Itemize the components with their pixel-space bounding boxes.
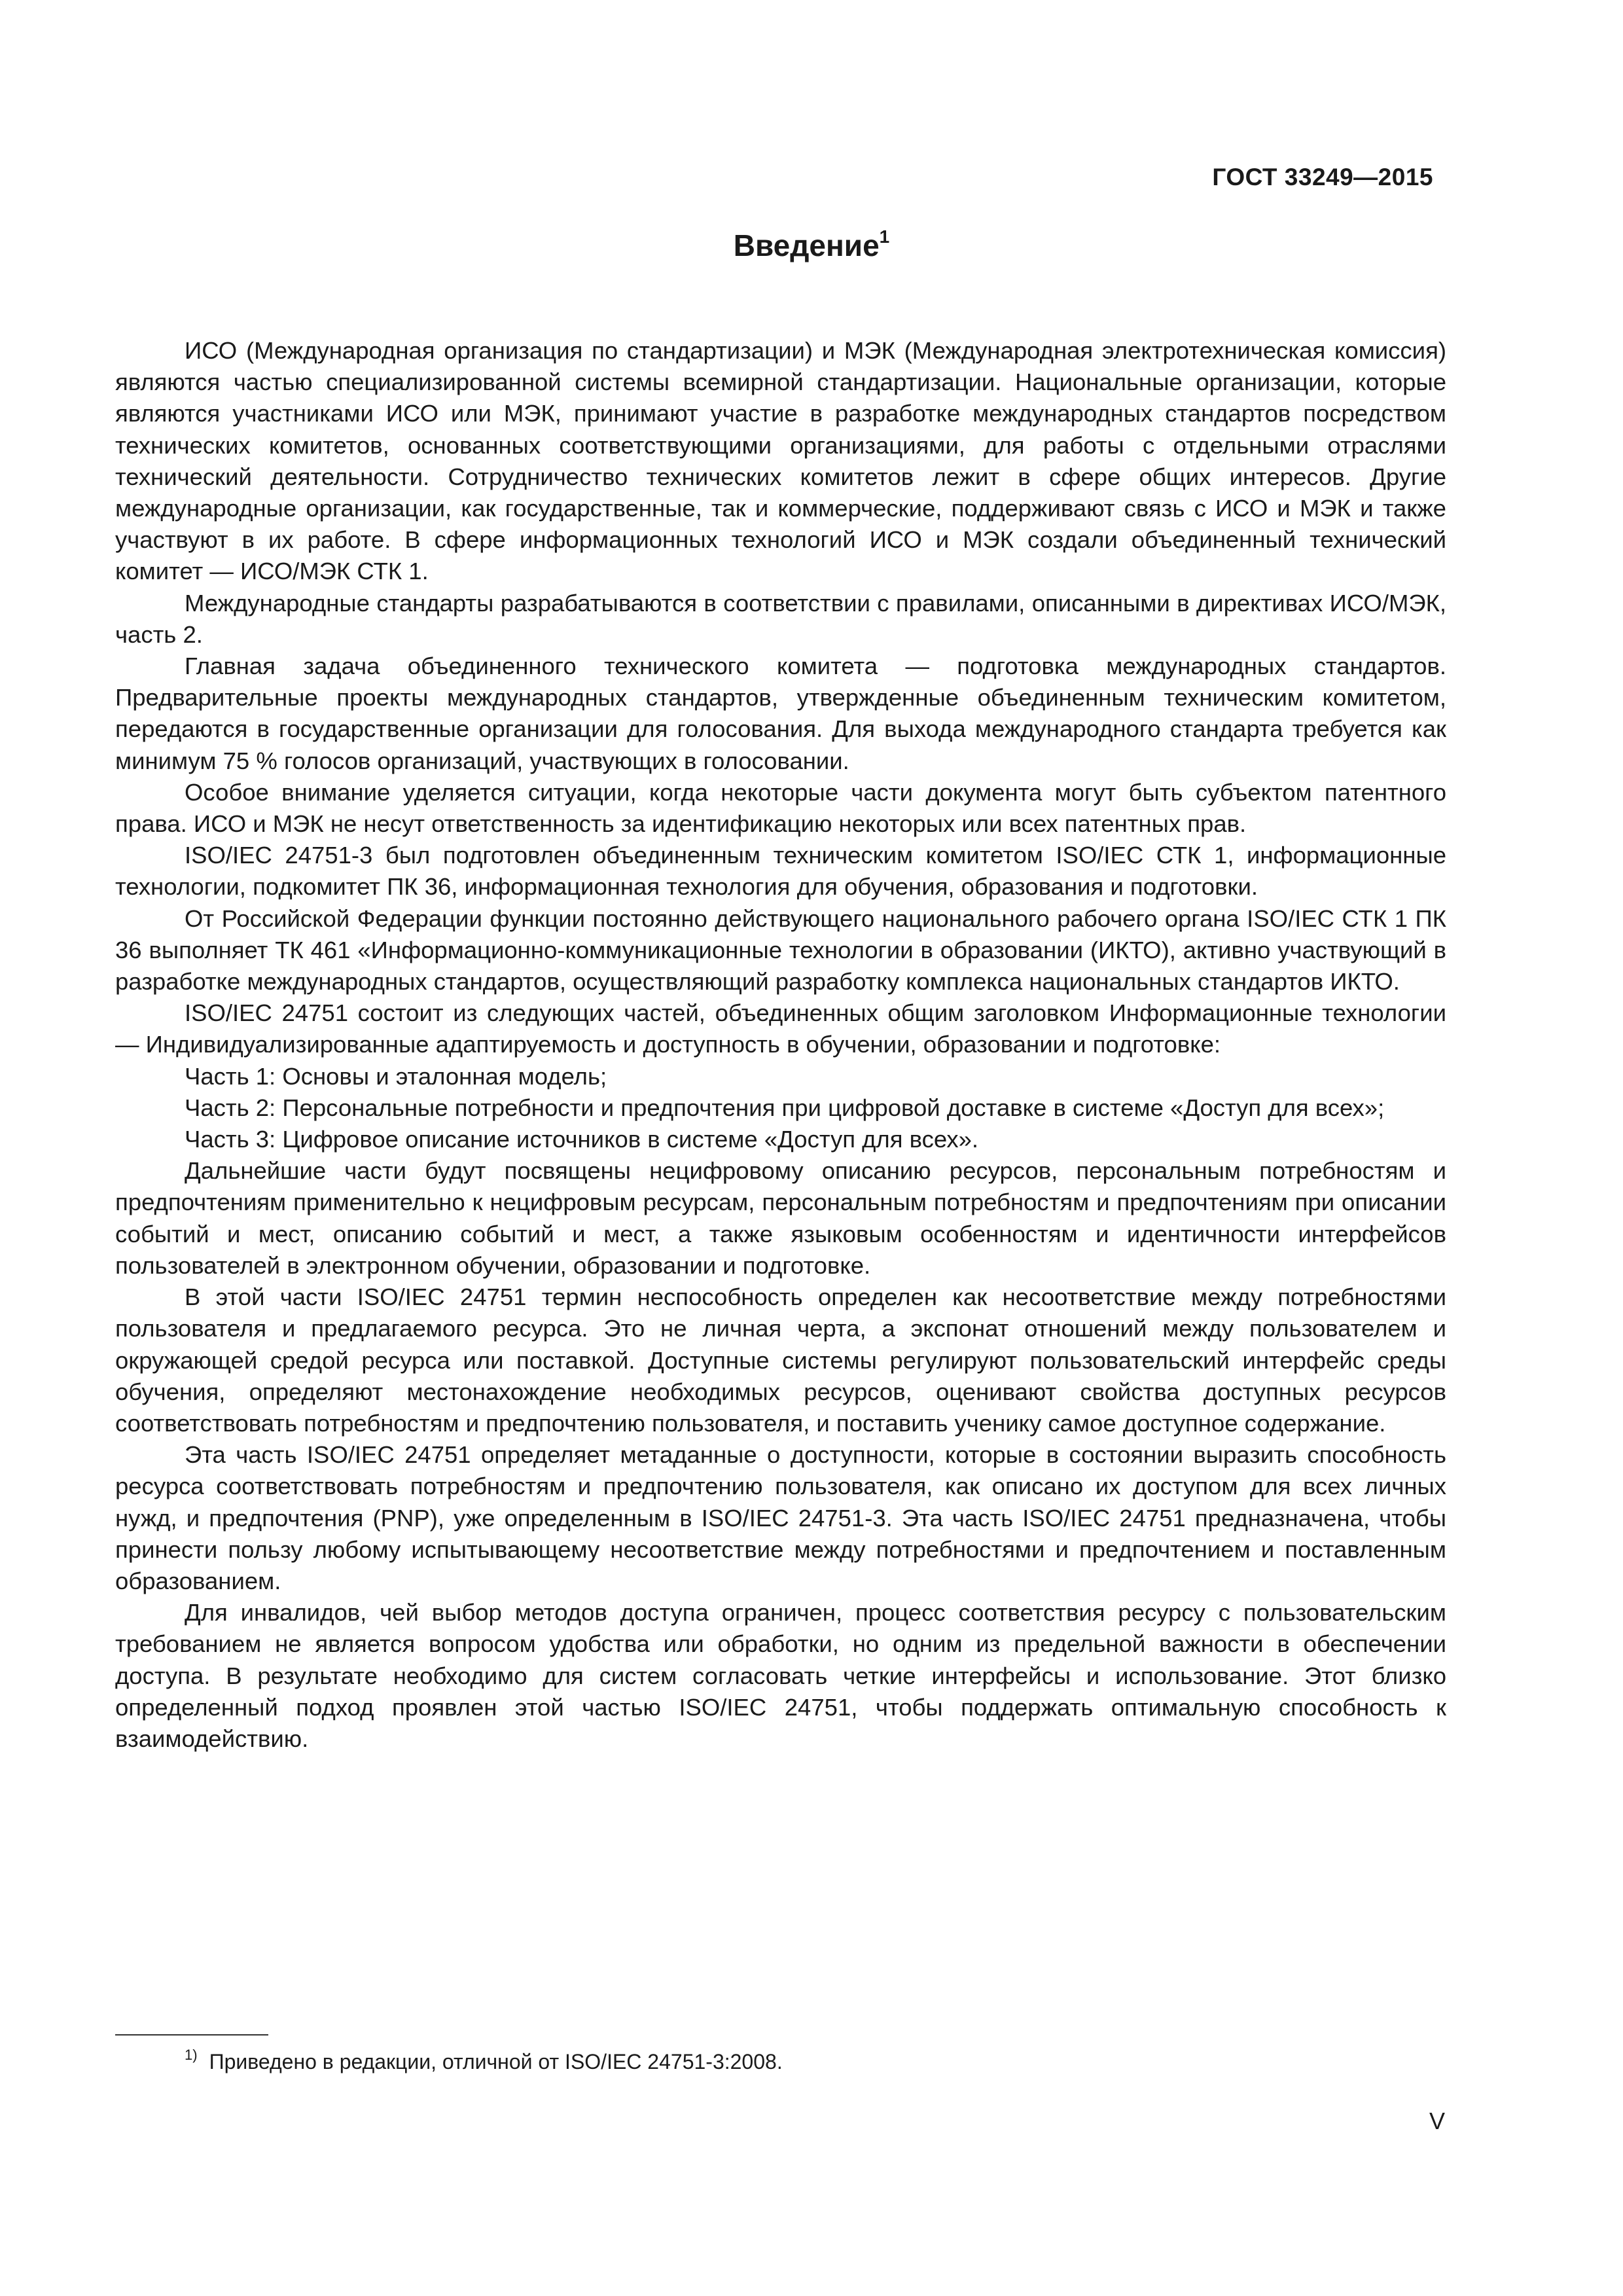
list-item-part-3: Часть 3: Цифровое описание источников в системе «Доступ для всех».: [185, 1126, 979, 1153]
document-code: ГОСТ 33249—2015: [1212, 164, 1433, 190]
paragraph: От Российской Федерации функции постоянно действующего национального рабочего органа ISO/IEC СТК 1 ПК 36 выполняет ТК 461 «Информационно-коммуникационные технологии в образовании (ИКТО), активно участвующий в разработке международных стандартов, осуществляющий разработку комплекса национальных стандартов ИКТО.: [115, 905, 1446, 996]
list-item-part-1: Часть 1: Основы и эталонная модель;: [185, 1062, 607, 1090]
section-title: [0, 228, 1623, 263]
footnote-text: Приведено в редакции, отличной от ISO/IEC 24751-3:2008.: [209, 2050, 783, 2073]
paragraph: ИСО (Международная организация по стандартизации) и МЭК (Международная электротехническая комиссия) являются частью специализированной системы всемирной стандартизации. Национальные организации, которые являются участниками ИСО или МЭК, принимают участие в разработке международных стандартов посредством технических комитетов, основанных соответствующими организациями, для работы с отдельными отраслями технический деятельности. Сотрудничество технических комитетов лежит в сфере общих интересов. Другие международные организации, как государственные, так и коммерческие, поддерживают связь с ИСО и МЭК и также участвуют в их работе. В сфере информационных технологий ИСО и МЭК создали объединенный технический комитет — ИСО/МЭК СТК 1.: [115, 337, 1446, 585]
paragraph: ISO/IEC 24751 состоит из следующих частей, объединенных общим заголовком Информационные технологии — Индивидуализированные адаптируемость и доступность в обучении, образовании и подготовке:: [115, 999, 1446, 1058]
footnote: [185, 2049, 783, 2075]
footnote-divider: [115, 2034, 268, 2036]
body-text: [115, 335, 1446, 1755]
paragraph: Международные стандарты разрабатываются в соответствии с правилами, описанными в директивах ИСО/МЭК, часть 2.: [115, 589, 1446, 648]
paragraph: Особое внимание уделяется ситуации, когда некоторые части документа могут быть субъектом патентного права. ИСО и МЭК не несут ответственность за идентификацию некоторых или всех патентных прав.: [115, 778, 1446, 838]
page-number: V: [1429, 2108, 1445, 2134]
paragraph: Дальнейшие части будут посвящены нецифровому описанию ресурсов, персональным потребностям и предпочтениям применительно к нецифровым ресурсам, персональным потребностям и предпочтениям при описании событий и мест, описанию событий и мест, а также языковым особенностям и идентичности интерфейсов пользователей в электронном обучении, образовании и подготовке.: [115, 1157, 1446, 1279]
footnote-mark: 1): [185, 2047, 198, 2063]
list-item-part-2: Часть 2: Персональные потребности и предпочтения при цифровой доставке в системе «Доступ для всех»;: [185, 1094, 1385, 1121]
paragraph: ISO/IEC 24751-3 был подготовлен объединенным техническим комитетом ISO/IEC СТК 1, информационные технологии, подкомитет ПК 36, информационная технология для обучения, образования и подготовки.: [115, 842, 1446, 901]
paragraph: Эта часть ISO/IEC 24751 определяет метаданные о доступности, которые в состоянии выразить способность ресурса соответствовать потребностям и предпочтению пользователя, как описано их доступом для всех личных нужд, и предпочтения (PNP), уже определенным в ISO/IEC 24751-3. Эта часть ISO/IEC 24751 предназначена, чтобы принести пользу любому испытывающему несоответствие между потребностями и предпочтением и поставленным образованием.: [115, 1441, 1446, 1594]
section-title-text: Введение: [733, 228, 880, 262]
title-footnote-mark: 1: [879, 226, 890, 247]
paragraph: Для инвалидов, чей выбор методов доступа ограничен, процесс соответствия ресурсу с пользовательским требованием не является вопросом удобства или обработки, но одним из предельной важности в обеспечении доступа. В результате необходимо для систем согласовать четкие интерфейсы и использование. Этот близко определенный подход проявлен этой частью ISO/IEC 24751, чтобы поддержать оптимальную способность к взаимодействию.: [115, 1599, 1446, 1752]
paragraph: В этой части ISO/IEC 24751 термин неспособность определен как несоответствие между потребностями пользователя и предлагаемого ресурса. Это не личная черта, а экспонат отношений между пользователем и окружающей средой ресурса или поставкой. Доступные системы регулируют пользовательский интерфейс среды обучения, определяют местонахождение необходимых ресурсов, оценивают свойства доступных ресурсов соответствовать потребностям и предпочтению пользователя, и поставить ученику самое доступное содержание.: [115, 1283, 1446, 1437]
paragraph: Главная задача объединенного технического комитета — подготовка международных стандартов. Предварительные проекты международных стандартов, утвержденные объединенным техническим комитетом, передаются в государственные организации для голосования. Для выхода международного стандарта требуется как минимум 75 % голосов организаций, участвующих в голосовании.: [115, 653, 1446, 774]
